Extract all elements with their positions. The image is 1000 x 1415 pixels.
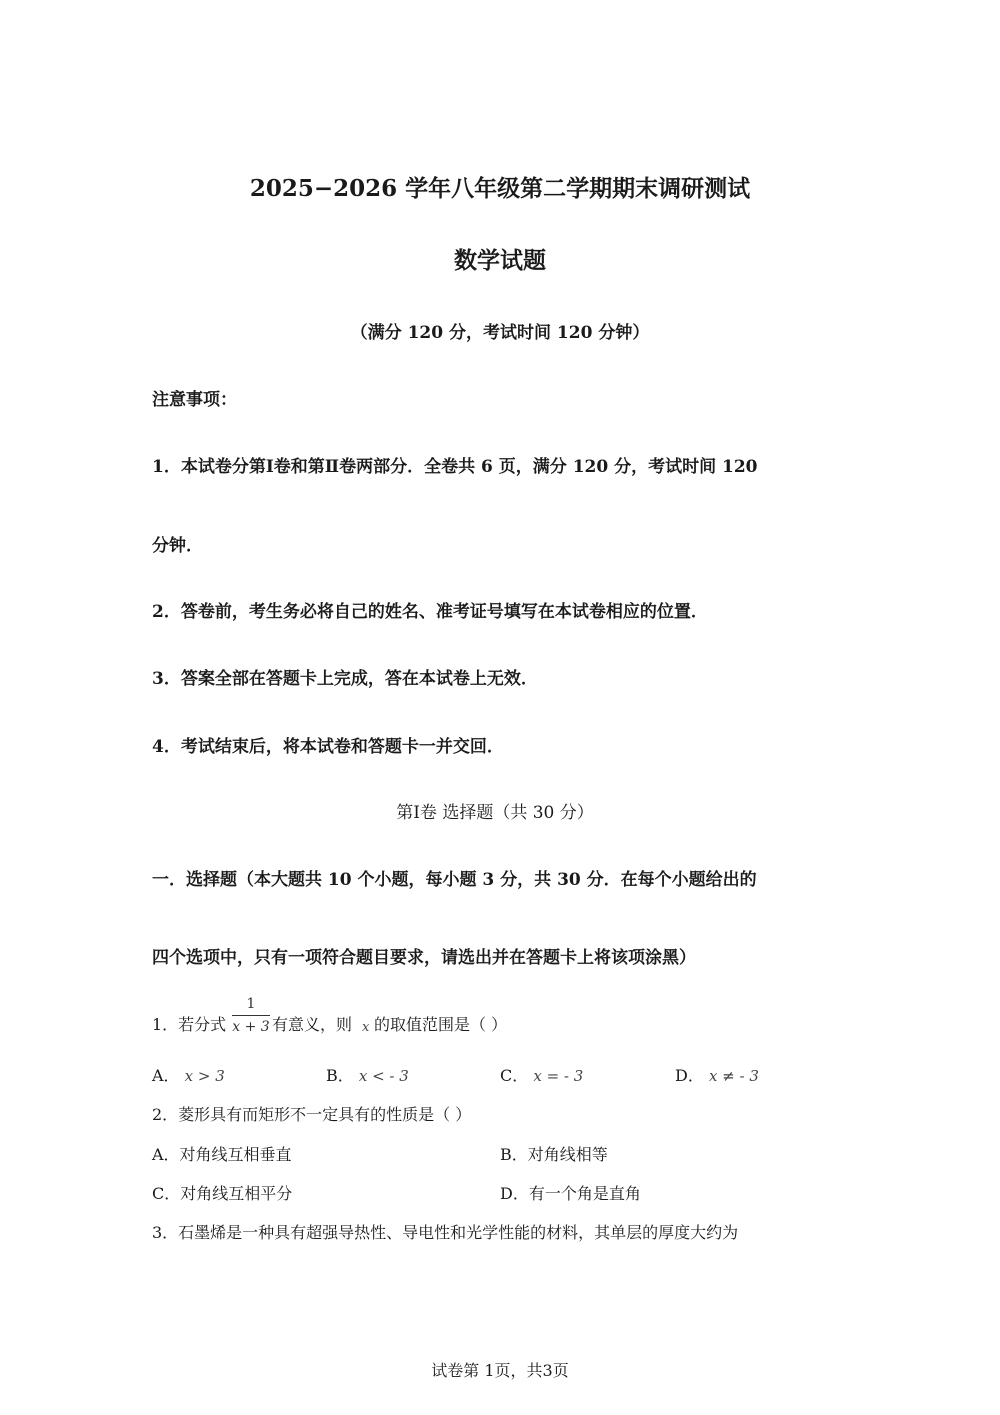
q1-option-c bbox=[500, 1063, 583, 1086]
exam-info: （满分 120 分，考试时间 120 分钟） bbox=[350, 323, 650, 343]
q1-option-a-label: A． bbox=[152, 1066, 180, 1085]
q1-option-b bbox=[326, 1063, 409, 1086]
q2-stem: 2．菱形具有而矩形不一定具有的性质是（ ） bbox=[152, 1105, 472, 1124]
q1-option-d-math: x ≠ - 3 bbox=[708, 1067, 759, 1085]
q1-option-b-label: B． bbox=[326, 1066, 354, 1085]
exam-title: 2025−2026 学年八年级第二学期期末调研测试 bbox=[249, 175, 751, 202]
q1-option-c-label: C． bbox=[500, 1066, 529, 1085]
section-heading-line1: 一．选择题（本大题共 10 个小题，每小题 3 分，共 30 分．在每个小题给出的 bbox=[152, 870, 757, 890]
q1-option-d-label: D． bbox=[675, 1066, 704, 1085]
q1-variable: x bbox=[362, 1020, 370, 1035]
notice-item-3: 3．答案全部在答题卡上完成，答在本试卷上无效． bbox=[152, 669, 538, 689]
subject-title: 数学试题 bbox=[454, 247, 546, 274]
q1-fraction-numerator: 1 bbox=[246, 996, 256, 1012]
q1-fraction bbox=[232, 995, 270, 1035]
q1-fraction-bar bbox=[232, 1015, 270, 1016]
notice-item-1-cont: 分钟． bbox=[152, 536, 203, 556]
q1-mid: 有意义，则 bbox=[272, 1015, 353, 1034]
q2-option-b: B．对角线相等 bbox=[500, 1145, 608, 1164]
notice-item-1: 1．本试卷分第Ⅰ卷和第Ⅱ卷两部分．全卷共 6 页，满分 120 分，考试时间 120 bbox=[152, 457, 758, 477]
q1-option-d bbox=[675, 1063, 759, 1086]
q1-prefix: 1．若分式 bbox=[152, 1015, 227, 1034]
section-heading-line2: 四个选项中，只有一项符合题目要求，请选出并在答题卡上将该项涂黑） bbox=[152, 948, 696, 968]
q1-option-b-math: x < - 3 bbox=[358, 1067, 409, 1085]
q1-suffix: 的取值范围是（ ） bbox=[374, 1015, 508, 1034]
page-footer: 试卷第 1页，共3页 bbox=[431, 1361, 569, 1380]
notice-heading: 注意事项： bbox=[152, 390, 237, 410]
q1-option-c-math: x = - 3 bbox=[533, 1067, 584, 1085]
q1-option-a-math: x > 3 bbox=[184, 1067, 225, 1085]
q1-fraction-denominator: x + 3 bbox=[232, 1019, 270, 1035]
notice-item-2: 2．答卷前，考生务必将自己的姓名、准考证号填写在本试卷相应的位置． bbox=[152, 602, 708, 622]
q2-option-d: D．有一个角是直角 bbox=[500, 1184, 641, 1203]
notice-item-4: 4．考试结束后，将本试卷和答题卡一并交回． bbox=[152, 737, 504, 757]
q3-stem: 3．石墨烯是一种具有超强导热性、导电性和光学性能的材料，其单层的厚度大约为 bbox=[152, 1223, 739, 1242]
q2-option-a: A．对角线互相垂直 bbox=[152, 1145, 292, 1164]
q2-option-c: C．对角线互相平分 bbox=[152, 1184, 293, 1203]
q1-option-a bbox=[152, 1063, 225, 1086]
part1-heading: 第Ⅰ卷 选择题（共 30 分） bbox=[396, 803, 594, 823]
